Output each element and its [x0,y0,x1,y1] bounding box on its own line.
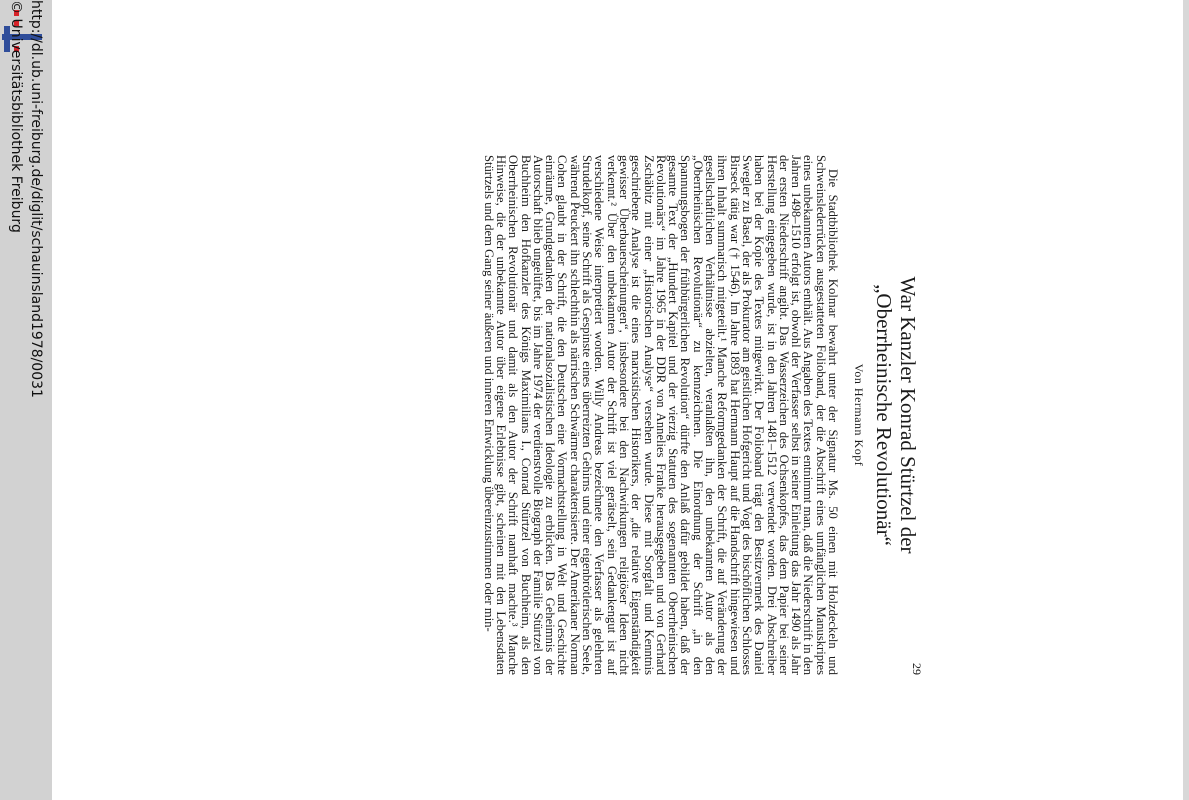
document-page [220,155,924,676]
article-title [872,155,920,675]
copyright-text: © Universitätsbibliothek Freiburg [8,0,24,233]
title-line-1: War Kanzler Konrad Stürtzel der [896,276,920,554]
article-body: Die Stadtbibliothek Kolmar bewahrt unter der Signatur Ms. 50 einen mit Holzdeckeln und Schweinslederrücken ausgestatteten Folioband, der die Abschrift eines umfänglichen Manuskriptes eines unbekannten Autors enthält. Aus Angaben des Textes entnimmt man, daß die Niederschrift in den Jahren 1498–1510 erfolgt ist, obwohl der Verfasser selbst in seiner Einleitung das Jahr 1490 als Jahr der ersten Niederschrift angibt. Das Wasserzeichen des Ochsenkopfes, das dem Papier bei seiner Herstellung eingegeben wurde, ist in den Jahren 1481–1512 verwendet worden. Drei Abschreiber haben bei der Kopie des Textes mitgewirkt. Der Folioband trägt den Besitzvermerk des Daniel Swegler zu Basel, der als Prokurator am geistlichen Hofgericht und Vogt des bischöflichen Schlosses Birseck tätig war († 1546). Im Jahre 1893 hat Hermann Haupt auf die Handschrift hingewiesen und ihren Inhalt summarisch mitgeteilt.¹ Manche Reformgedanken der Schrift, die auf Veränderung der gesellschaftlichen Verhältnisse abzielten, veranlaßten ihn, den unbekannten Autor als den „Oberrheinischen Revolutionär“ zu kennzeichnen. Die Einordnung der Schrift „in den Spannungsbogen der frühbürgerlichen Revolution“ dürfte den Anlaß dafür gebildet haben, daß der gesamte Text der „Hundert Kapitel und der vierzig Statuten des sogenannten Oberrheinischen Revolutionärs“ im Jahre 1965 in der DDR von Annelies Franke herausgegeben und von Gerhard Zschäbitz mit einer „Historischen Analyse“ versehen wurde. Diese mit Sorgfalt und Kenntnis geschriebene Analyse ist die eines marxistischen Historikers, der „die relative Eigenständigkeit gewisser Überbauerscheinungen“, insbesondere bei den Nachwirkungen religiöser Ideen nicht verkennt.² Über den unbekannten Autor der Schrift ist viel gerätselt, sein Gedankengut ist auf verschiedene Weise interpretiert worden. Willy Andreas bezeichnete den Verfasser als gelehrten Strudelkopf, seine Schrift als Gespinste eines überreizten Gehirns und einer eigenbrötlerischen Seele, während Peuckert ihn schlechthin als närrischen Schwärmer charakterisierte. Der Amerikaner Norman Cohen glaubt in der Schrift, die den Deutschen eine Vormachtstellung in Welt und Geschichte einräume, Grundgedanken der nationalsozialistischen Ideologie zu erblicken. Das Geheimnis der Autorschaft blieb ungelüftet, bis im Jahre 1974 der verdienstvolle Biograph der Familie Stürtzel von Buchheim den Hofkanzler des Königs Maximilians I., Conrad Stürtzel von Buchheim, als den Oberrheinischen Revolutionär und damit als den Autor der Schrift namhaft machte.³ Manche Hinweise, die der unbekannte Autor über eigene Erlebnisse gibt, scheinen mit den Lebensdaten Stürtzels und dem Gang seiner äußeren und inneren Entwicklung übereinzustimmen oder min- [481,155,840,676]
sidebar [0,0,52,800]
page-number: 29 [910,663,924,675]
scrollbar-edge[interactable] [1183,0,1189,800]
title-line-2: „Oberrheinische Revolutionär“ [872,284,896,546]
sidebar-caption [0,0,52,800]
author-line: Von Hermann Kopf [852,363,866,467]
source-url-link[interactable]: http://dl.ub.uni-freiburg.de/diglit/schauinsland1978/0031 [28,0,44,398]
